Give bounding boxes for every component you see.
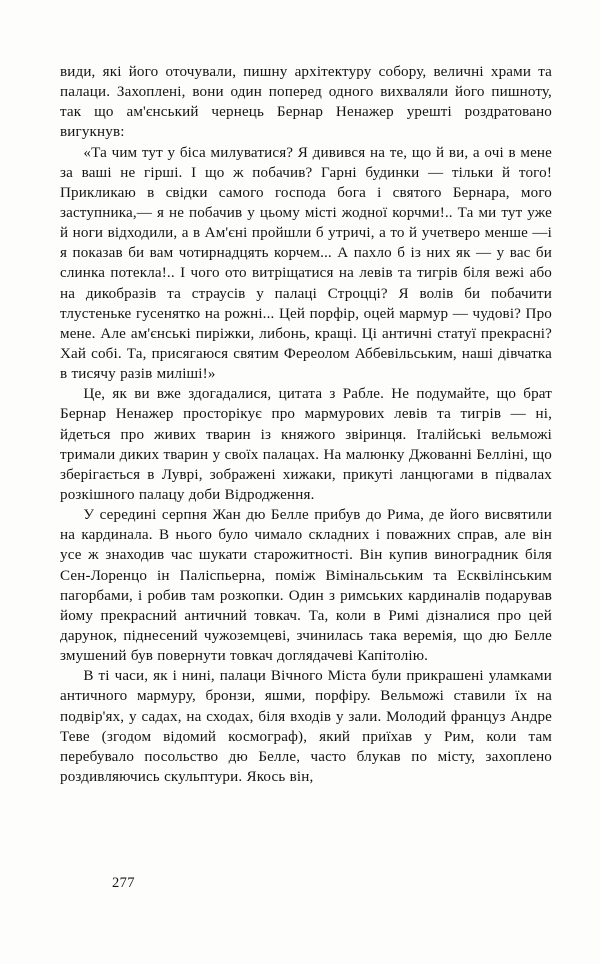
page-number: 277	[112, 875, 135, 891]
paragraph: В ті часи, як і нині, палаци Вічного Міста були прикрашені уламками античного мармуру, бронзи, яшми, порфіру. Вельможі ставили їх на подвір'ях, у садах, на сходах, біля входів у зали. Молодий француз Андре Теве (згодом відомий космограф), який приїхав у Рим, коли там перебувало посольство дю Белле, часто блукав по місту, захоплено роздивляючись скульптури. Якось він,	[60, 668, 552, 785]
page-text-body	[60, 62, 552, 787]
paragraph: У середині серпня Жан дю Белле прибув до Рима, де його висвятили на кардинала. В нього було чимало складних і поважних справ, але він усе ж знаходив час шукати старожитності. Він купив виноградник біля Сен-Лоренцо ін Паліспьерна, поміж Вімінальським та Есквілінським пагорбами, і робив там розкопки. Один з римських кардиналів подарував йому прекрасний античний товкач. Та, коли в Римі дізналися про цей дарунок, піднесений чужоземцеві, зчинилась така веремія, що дю Белле змушений був повернути товкач доглядачеві Капітолію.	[60, 507, 552, 665]
paragraph: види, які його оточували, пишну архітектуру собору, величні храми та палаци. Захоплені, вони один поперед одного вихваляли його пишноту, так що ам'єнський чернець Бернар Ненажер урешті роздратовано вигукнув:	[60, 64, 552, 141]
paragraph: «Та чим тут у біса милуватися? Я дивився на те, що й ви, а очі в мене за ваші не гірші. І що ж побачив? Гарні будинки — тільки й того! Прикликаю в свідки самого господа бога і святого Бернара, мого заступника,— я не побачив у цьому місті жодної корчми!.. Та ми тут уже й ноги відходили, а в Ам'єні пройшли б утричі, а то й учетверо менше —і я показав би вам чотирнадцять корчем... А пахло б із них як — у вас би слинка потекла!.. І чого ото витріщатися на левів та тигрів біля вежі або на дикобразів та страусів у палаці Строцці? Я волів би побачити тлустеньке гусенятко на рожні... Цей порфір, оцей мармур — чудові? Про мене. Але ам'єнські пиріжки, либонь, кращі. Ці античні статуї прекрасні? Хай собі. Та, присягаюся святим Фереолом Аббевільським, наші дівчатка в тисячу разів миліші!»	[60, 144, 552, 383]
paragraph: Це, як ви вже здогадалися, цитата з Рабле. Не подумайте, що брат Бернар Ненажер просторікує про мармурових левів та тигрів — ні, йдеться про живих тварин із княжого звіринця. Італійські вельможі тримали диких тварин у своїх палацах. На малюнку Джованні Белліні, що зберігається в Луврі, зображені хижаки, прикуті ланцюгами в підвалах розкішного палацу доби Відродження.	[60, 386, 552, 503]
